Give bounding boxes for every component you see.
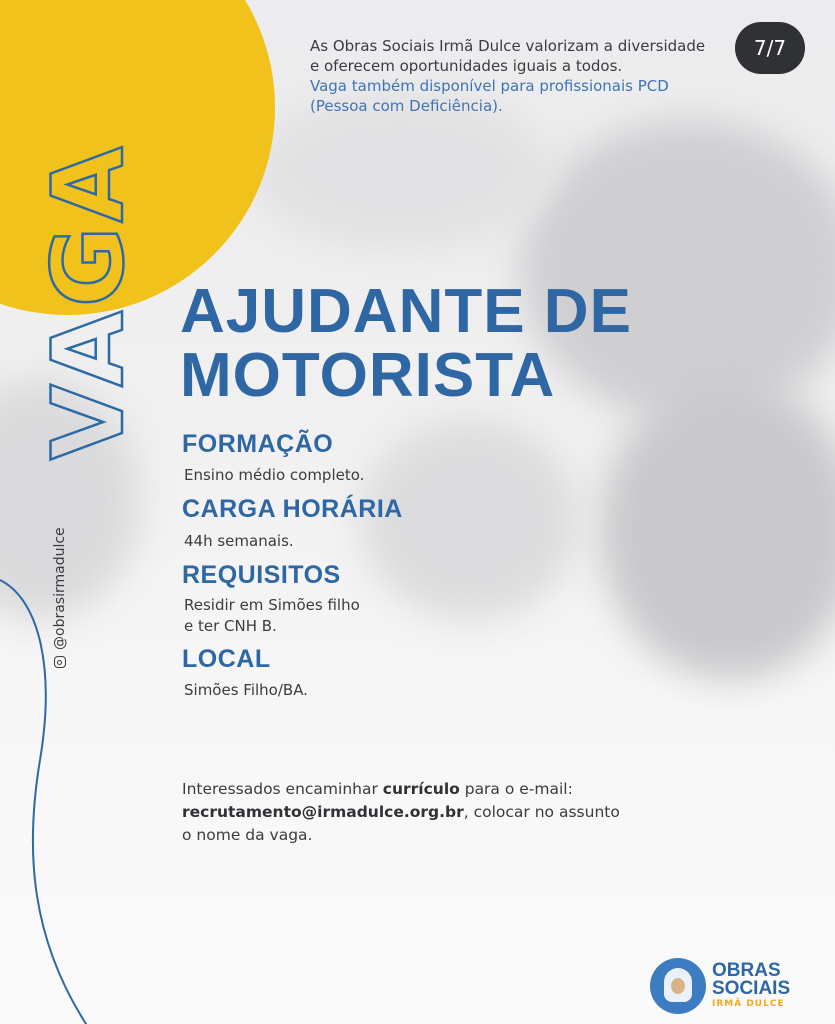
contact-mid: para o e-mail:: [459, 780, 573, 798]
intro-line: As Obras Sociais Irmã Dulce valorizam a diversidade: [310, 37, 706, 55]
intro-pcd-line: (Pessoa com Deficiência).: [310, 97, 503, 115]
job-title: [180, 277, 632, 410]
section-text-line: e ter CNH B.: [184, 617, 277, 635]
instagram-icon: [54, 656, 66, 668]
job-title-line: AJUDANTE DE: [180, 277, 632, 346]
job-title-line: MOTORISTA: [180, 341, 556, 410]
contact-suffix: , colocar no assunto: [463, 803, 620, 821]
contact-instructions: [182, 778, 682, 847]
section-text-formacao: [184, 465, 364, 486]
section-heading-requisitos: REQUISITOS: [182, 561, 341, 589]
section-text-line: Residir em Simões filho: [184, 596, 360, 614]
contact-curriculo: currículo: [382, 780, 460, 798]
logo-line: OBRAS: [712, 960, 781, 981]
section-heading-formacao: FORMAÇÃO: [182, 430, 334, 458]
logo-sub-line: IRMÃ DULCE: [712, 999, 785, 1009]
instagram-handle: [52, 527, 68, 668]
section-text-line: 44h semanais.: [184, 532, 294, 550]
contact-line-3: o nome da vaga.: [182, 826, 313, 844]
bg-shape: [600, 380, 835, 680]
vaga-side-label: VAGA: [32, 142, 146, 460]
intro-line: e oferecem oportunidades iguais a todos.: [310, 57, 623, 75]
contact-line-2: [182, 801, 682, 824]
contact-email[interactable]: recrutamento@irmadulce.org.br: [182, 803, 464, 821]
contact-prefix: Interessados encaminhar: [182, 780, 383, 798]
obras-sociais-logo: [650, 958, 790, 1014]
section-text-carga-horaria: [184, 531, 294, 552]
logo-line: SOCIAIS: [712, 978, 791, 999]
slide-counter-badge: 7/7: [735, 22, 805, 74]
intro-text: [310, 36, 755, 116]
contact-line-1: [182, 778, 682, 801]
section-text-requisitos: [184, 595, 360, 637]
obras-sociais-logo-icon: [650, 958, 706, 1014]
section-text-line: Ensino médio completo.: [184, 466, 365, 484]
section-heading-local: LOCAL: [182, 645, 271, 673]
section-heading-carga-horaria: CARGA HORÁRIA: [182, 495, 403, 523]
instagram-handle-text: @obrasirmadulce: [52, 527, 68, 650]
section-text-line: Simões Filho/BA.: [184, 681, 308, 699]
section-text-local: [184, 680, 308, 701]
logo-text-block: [712, 962, 790, 1010]
intro-pcd-line: Vaga também disponível para profissionais PCD: [310, 77, 669, 95]
